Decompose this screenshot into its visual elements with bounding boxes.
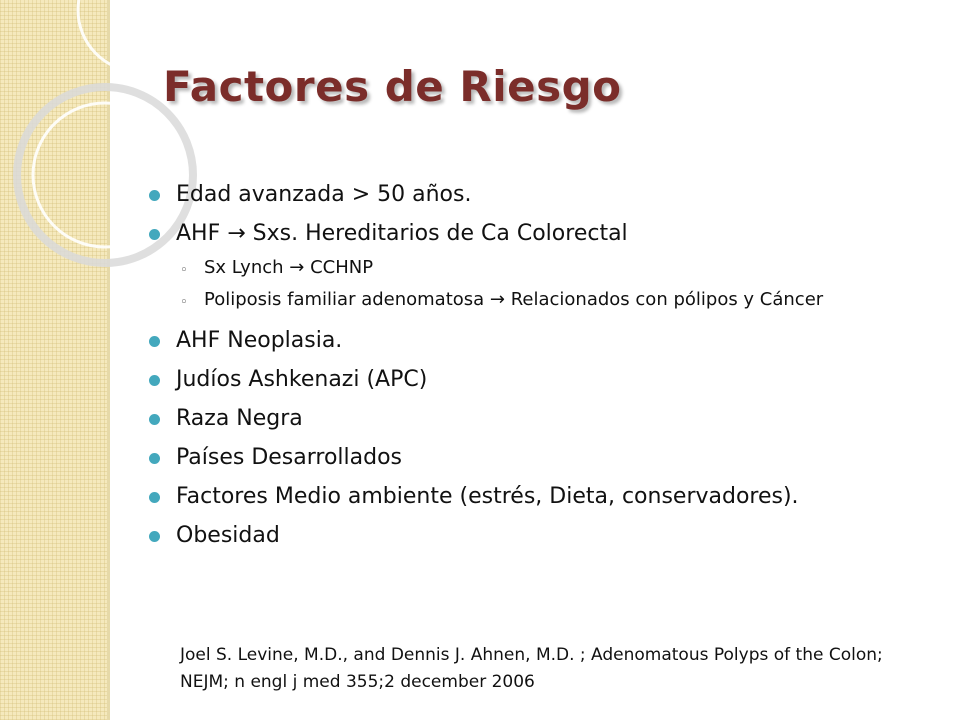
list-item (146, 406, 946, 432)
list-item-label: AHF Neoplasia. (176, 328, 343, 353)
list-item (146, 445, 946, 471)
bullet-dot-icon (149, 414, 160, 425)
list-item-label: Países Desarrollados (176, 445, 403, 470)
list-item (146, 523, 946, 549)
sub-list-item-label: Sx Lynch → CCHNP (204, 257, 374, 278)
list-item (146, 221, 946, 247)
ring-bullet-icon: ◦ (180, 295, 188, 310)
sub-list-item (146, 257, 946, 278)
sub-list-item-label: Poliposis familiar adenomatosa → Relacionados con pólipos y Cáncer (204, 289, 824, 310)
list-item-label: Raza Negra (176, 406, 303, 431)
bullet-dot-icon (149, 492, 160, 503)
risk-factor-list (146, 182, 946, 562)
bullet-dot-icon (149, 531, 160, 542)
slide-title: Factores de Riesgo (163, 62, 622, 111)
sub-list-item (146, 289, 938, 310)
list-item (146, 484, 946, 510)
bullet-dot-icon (149, 229, 160, 240)
list-item-label: Factores Medio ambiente (estrés, Dieta, conservadores). (176, 484, 799, 509)
list-item-label: Obesidad (176, 523, 280, 548)
list-item-label: Edad avanzada > 50 años. (176, 182, 472, 207)
list-item (146, 367, 946, 393)
bullet-dot-icon (149, 375, 160, 386)
bullet-dot-icon (149, 336, 160, 347)
list-item-label: Judíos Ashkenazi (APC) (176, 367, 428, 392)
reference-citation: Joel S. Levine, M.D., and Dennis J. Ahnen, M.D. ; Adenomatous Polyps of the Colon; NEJM; n engl j med 355;2 december 2006 (180, 645, 883, 692)
ring-bullet-icon: ◦ (180, 263, 188, 278)
bullet-dot-icon (149, 190, 160, 201)
sub-list-container (146, 257, 946, 310)
list-item-label: AHF → Sxs. Hereditarios de Ca Colorectal (176, 221, 628, 246)
list-item (146, 182, 946, 208)
sub-list (146, 257, 946, 310)
list-item (146, 328, 946, 354)
bullet-dot-icon (149, 453, 160, 464)
